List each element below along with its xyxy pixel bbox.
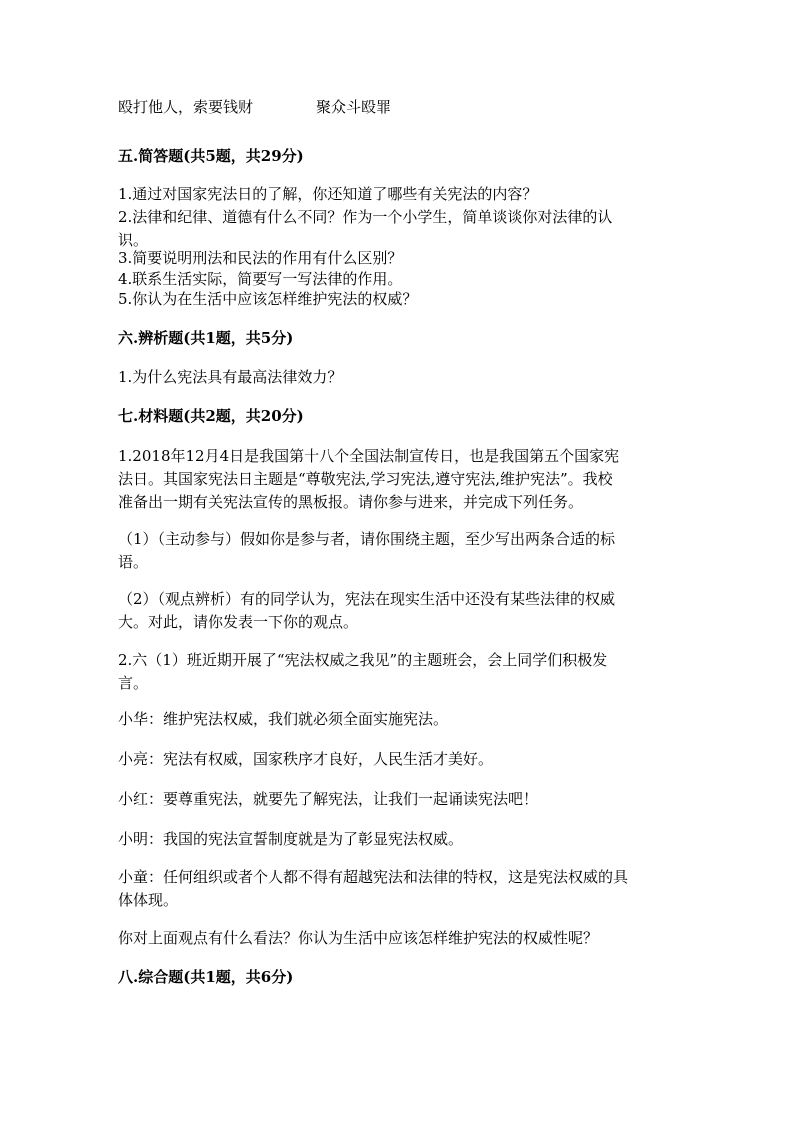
section-6-heading: 六.辨析题(共1题，共5分)	[118, 329, 294, 347]
speaker-xiaohong: 小红：要尊重宪法，就要先了解宪法，让我们一起诵读宪法吧！	[118, 790, 539, 808]
material-2-question: 你对上面观点有什么看法？你认为生活中应该怎样维护宪法的权威性呢？	[118, 929, 599, 947]
answer-option-row	[118, 96, 391, 118]
section-8-heading: 八.综合题(共1题，共6分)	[118, 968, 294, 986]
speaker-xiaotong-line-2: 体体现。	[118, 891, 179, 909]
material-1-line-3: 准备出一期有关宪法宣传的黑板报。请你参与进来，并完成下列任务。	[118, 493, 584, 511]
speaker-xiaoming: 小明：我国的宪法宣誓制度就是为了彰显宪法权威。	[118, 830, 464, 848]
material-2-line-1: 2.六（1）班近期开展了“宪法权威之我见”的主题班会，会上同学们积极发	[118, 651, 608, 669]
section-5-question-1: 1.通过对国家宪法日的了解，你还知道了哪些有关宪法的内容？	[118, 185, 538, 203]
section-5-question-2-line-1: 2.法律和纪律、道德有什么不同？作为一个小学生，简单谈谈你对法律的认	[118, 208, 613, 226]
material-1-task-1-line-2: 语。	[118, 553, 149, 571]
section-5-question-4: 4.联系生活实际，简要写一写法律的作用。	[118, 270, 403, 288]
section-5-question-3: 3.简要说明刑法和民法的作用有什么区别？	[118, 249, 403, 267]
section-6-question-1: 1.为什么宪法具有最高法律效力？	[118, 368, 343, 386]
material-1-task-1-line-1: （1）（主动参与）假如你是参与者，请你围绕主题，至少写出两条合适的标	[118, 530, 616, 548]
section-5-question-5: 5.你认为在生活中应该怎样维护宪法的权威？	[118, 290, 418, 308]
material-1-line-1: 1.2018年12月4日是我国第十八个全国法制宣传日，也是我国第五个国家宪	[118, 447, 620, 465]
section-5-heading: 五.简答题(共5题，共29分)	[118, 147, 304, 165]
speaker-xiaotong-line-1: 小童：任何组织或者个人都不得有超越宪法和法律的特权，这是宪法权威的具	[118, 868, 629, 886]
material-2-line-2: 言。	[118, 674, 149, 692]
option-assault-extortion: 殴打他人，索要钱财	[118, 98, 254, 116]
material-1-task-2-line-1: （2）（观点辨析）有的同学认为，宪法在现实生活中还没有某些法律的权威	[118, 590, 616, 608]
section-5-question-2-line-2: 识。	[118, 231, 149, 249]
material-1-line-2: 法日。其国家宪法日主题是“尊敬宪法,学习宪法,遵守宪法,维护宪法”。我校	[118, 470, 613, 488]
speaker-xiaoliang: 小亮：宪法有权威，国家秩序才良好，人民生活才美好。	[118, 750, 494, 768]
option-affray-crime: 聚众斗殴罪	[316, 98, 392, 116]
section-7-heading: 七.材料题(共2题，共20分)	[118, 407, 304, 425]
material-1-task-2-line-2: 大。对此，请你发表一下你的观点。	[118, 613, 359, 631]
speaker-xiaohua: 小华：维护宪法权威，我们就必须全面实施宪法。	[118, 710, 449, 728]
